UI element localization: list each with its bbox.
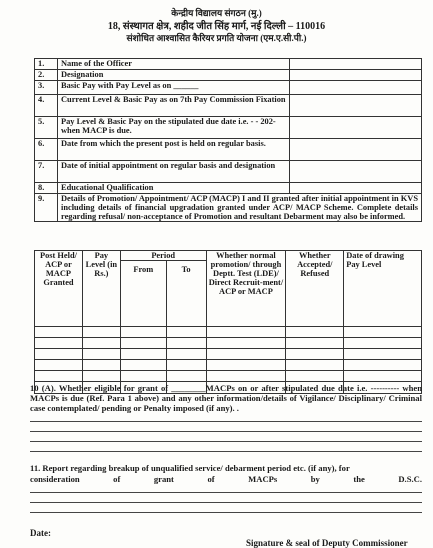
signature-label: Signature & seal of Deputy Commissioner [246, 538, 408, 548]
row-number: 5. [35, 117, 58, 139]
table-row [35, 95, 422, 117]
col-accepted-header: Whether Accepted/ Refused [286, 251, 344, 327]
row-number: 4. [35, 95, 58, 117]
scheme-title-hindi: संशोधित आश्वासित कैरियर प्रगति योजना (एम.ए.सी.पी.) [126, 33, 307, 43]
table-row [35, 194, 422, 222]
row-label: Current Level & Basic Pay as on 7th Pay Commission Fixation [58, 95, 290, 117]
word: of [113, 474, 121, 484]
item-11-line-2 [30, 474, 422, 484]
col-from-header: From [120, 261, 166, 327]
word: of [207, 474, 215, 484]
answer-line[interactable] [30, 441, 422, 442]
table-row[interactable] [35, 349, 422, 360]
answer-line[interactable] [30, 451, 422, 452]
table-row [35, 81, 422, 95]
table-row [35, 117, 422, 139]
entry-cell[interactable] [290, 183, 422, 194]
col-pay-header: Pay Level (in Rs.) [82, 251, 120, 327]
answer-line[interactable] [30, 431, 422, 432]
table-row [35, 183, 422, 194]
item-11-line-1: 11. Report regarding breakup of unqualified service/ debarment period etc. (if any), for [30, 463, 350, 473]
row-nine-text: Details of Promotion/ Appointment/ ACP (MACP) I and II granted after initial appointment in KVS including details of financial upgradation granted under ACP/ MACP Scheme. Complete details regarding refusal/ non-acceptance of Promotion and resultant Debarment may also be informed. [58, 194, 422, 222]
org-address-hindi: 18, संस्थागत क्षेत्र, शहीद जीत सिंह मार्ग, नई दिल्ली – 110016 [107, 21, 326, 32]
row-number: 2. [35, 70, 58, 81]
row-number: 1. [35, 59, 58, 70]
entry-cell[interactable] [290, 70, 422, 81]
word: consideration [30, 474, 80, 484]
row-label: Educational Qualification [58, 183, 290, 194]
entry-cell[interactable] [290, 59, 422, 70]
row-number: 3. [35, 81, 58, 95]
table-row [35, 251, 422, 261]
entry-cell[interactable] [290, 95, 422, 117]
answer-line[interactable] [30, 492, 422, 493]
item-10-eligibility-text: 10 (A). Whether eligible for grant of ________MACPs on or after stipulated due date i.e. ---------- when MACPs is due (Ref. Para 1 above) and any other information/details of Vigilance/ Disciplinary/ Criminal case contemplated/ pending or Penalty imposed (if any). . [30, 383, 422, 413]
promotion-details-table [34, 250, 422, 394]
answer-line[interactable] [30, 512, 422, 513]
entry-cell[interactable] [290, 117, 422, 139]
row-number: 7. [35, 161, 58, 183]
row-label: Date from which the present post is held on regular basis. [58, 139, 290, 161]
row-number: 9. [35, 194, 58, 222]
word: MACPs [248, 474, 278, 484]
date-label: Date: [30, 528, 51, 538]
row-label: Date of initial appointment on regular basis and designation [58, 161, 290, 183]
table-row[interactable] [35, 338, 422, 349]
col-to-header: To [166, 261, 206, 327]
answer-line[interactable] [30, 502, 422, 503]
row-number: 6. [35, 139, 58, 161]
word: grant [153, 474, 174, 484]
table-row [35, 59, 422, 70]
table-row[interactable] [35, 360, 422, 371]
col-post-header: Post Held/ ACP or MACP Granted [35, 251, 83, 327]
entry-cell[interactable] [290, 161, 422, 183]
col-whether-header: Whether normal promotion/ through Deptt. Test (LDE)/ Direct Recruit-ment/ ACP or MACP [206, 251, 286, 327]
row-label: Basic Pay with Pay Level as on ______ [58, 81, 290, 95]
row-label: Designation [58, 70, 290, 81]
table-row[interactable] [35, 371, 422, 382]
org-name-hindi: केन्द्रीय विद्यालय संगठन (मु.) [171, 8, 262, 18]
col-period-header: Period [120, 251, 206, 261]
word: D.S.C. [398, 474, 422, 484]
officer-details-table [34, 58, 422, 222]
answer-line[interactable] [30, 421, 422, 422]
col-date-header: Date of drawing Pay Level [344, 251, 422, 327]
table-row [35, 139, 422, 161]
entry-cell[interactable] [290, 81, 422, 95]
word: the [353, 474, 365, 484]
table-row[interactable] [35, 327, 422, 338]
table-row [35, 70, 422, 81]
row-label: Pay Level & Basic Pay on the stipulated due date i.e. - - 202- when MACP is due. [58, 117, 290, 139]
row-number: 8. [35, 183, 58, 194]
table-row [35, 161, 422, 183]
row-label: Name of the Officer [58, 59, 290, 70]
word: by [310, 474, 320, 484]
entry-cell[interactable] [290, 139, 422, 161]
